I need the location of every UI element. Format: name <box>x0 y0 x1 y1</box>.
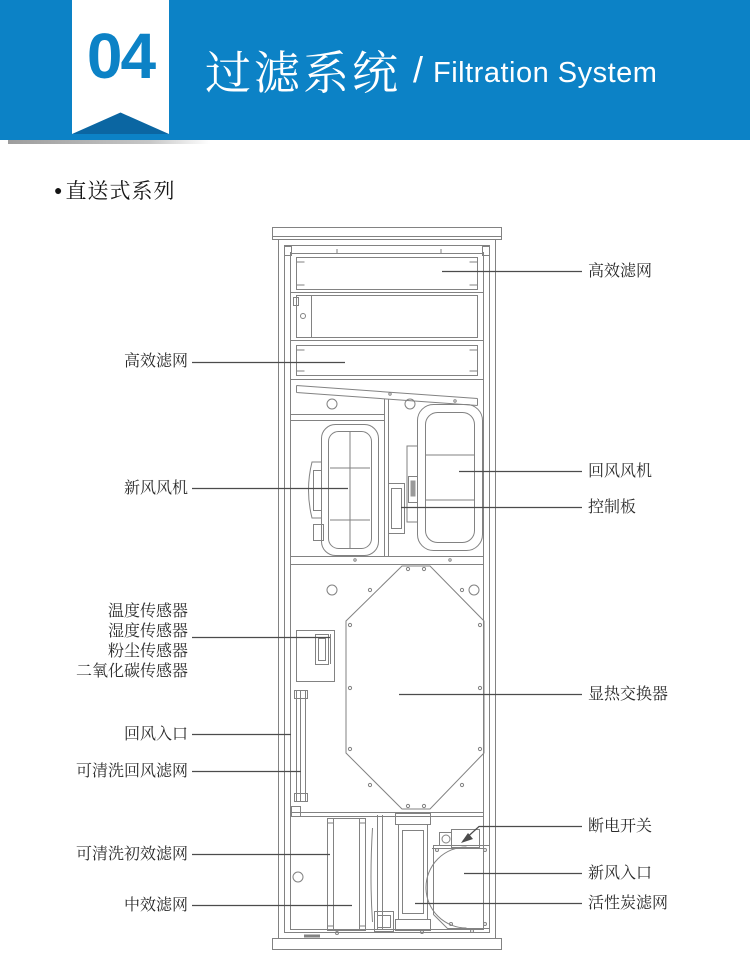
label-fresh-air-fan: 新风风机 <box>123 480 188 497</box>
label-washable-return-filter: 可清洗回风滤网 <box>75 763 188 780</box>
top-cap <box>273 228 502 240</box>
fresh-air-fan <box>309 425 379 556</box>
label-medium-filter: 中效滤网 <box>123 897 188 914</box>
label-carbon-filter: 活性炭滤网 <box>588 895 669 912</box>
return-air-fan <box>407 405 483 551</box>
label-temp-sensor: 温度传感器 <box>107 603 188 620</box>
hepa-filter-top <box>297 258 478 290</box>
sensor-box <box>297 631 335 682</box>
label-fresh-air-inlet: 新风入口 <box>588 865 653 882</box>
unit-outline <box>273 228 502 950</box>
label-humidity-sensor: 湿度传感器 <box>107 623 188 640</box>
fresh-air-duct <box>426 846 490 929</box>
hepa-filter-lower <box>297 346 478 376</box>
carbon-filter <box>396 814 431 931</box>
label-hepa-filter-left: 高效滤网 <box>123 353 188 370</box>
label-hepa-filter-right: 高效滤网 <box>588 263 653 280</box>
page-title-en: Filtration System <box>433 56 658 89</box>
return-filter-strip <box>295 690 308 802</box>
title-separator: / <box>413 49 424 90</box>
medium-filter-channel <box>371 815 394 932</box>
label-return-air-fan: 回风风机 <box>588 463 653 480</box>
section-number: 04 <box>86 20 155 92</box>
label-power-switch: 断电开关 <box>588 818 653 835</box>
arrowhead <box>461 833 473 843</box>
primary-filter-panel <box>328 819 366 931</box>
page-title-zh: 过滤系统 <box>205 47 401 99</box>
bullet-icon: ● <box>54 182 63 198</box>
filter-band-middle <box>294 296 478 338</box>
heat-exchanger-octagon <box>346 566 484 809</box>
label-return-air-inlet: 回风入口 <box>123 726 188 743</box>
label-dust-sensor: 粉尘传感器 <box>107 643 188 660</box>
callout-lines <box>192 272 582 906</box>
series-label: 直送式系列 <box>65 180 176 203</box>
label-control-board: 控制板 <box>588 499 637 516</box>
control-board <box>389 484 405 534</box>
label-heat-exchanger: 显热交换器 <box>588 686 669 703</box>
label-co2-sensor: 二氧化碳传感器 <box>75 663 188 680</box>
slanted-panel <box>297 386 478 406</box>
bottom-cap <box>273 939 502 950</box>
label-washable-primary-filter: 可清洗初效滤网 <box>75 846 188 863</box>
